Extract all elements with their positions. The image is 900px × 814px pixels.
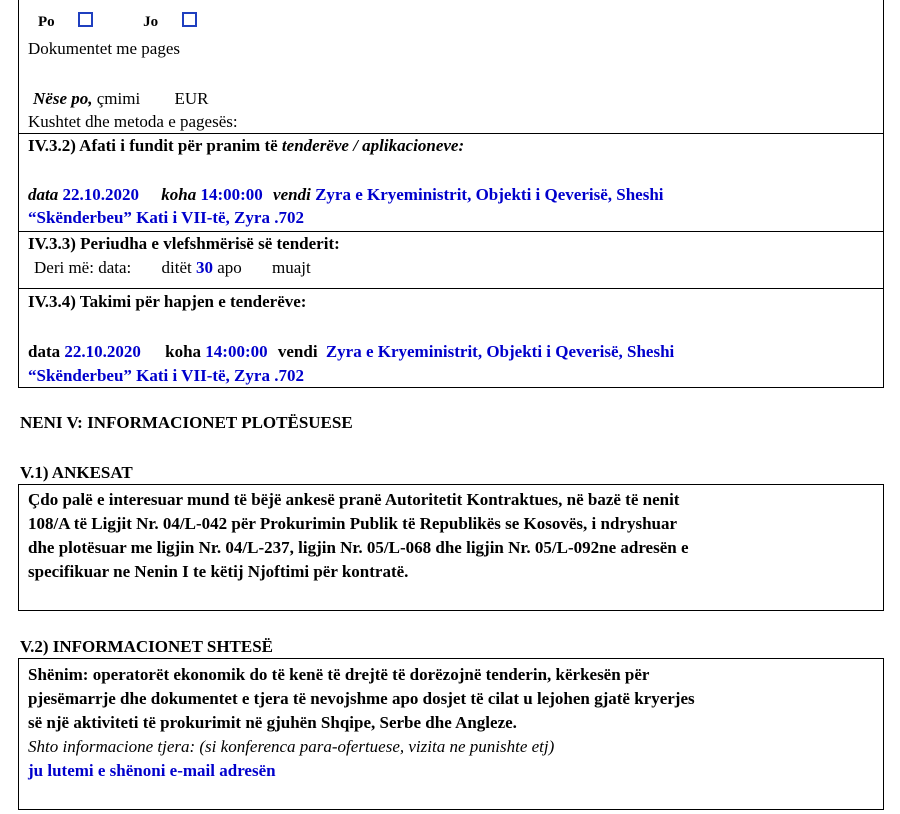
ditet-label: ditët: [161, 258, 192, 277]
shtese-line: pjesëmarrje dhe dokumentet e tjera të nevojshme apo dosjet të cilat u lejohen gjatë kryerjes: [28, 689, 695, 708]
opening-vendi-label: vendi: [277, 342, 318, 361]
po-checkbox[interactable]: [78, 12, 93, 27]
opening-date: 22.10.2020: [64, 342, 141, 361]
validity-days: 30: [195, 258, 213, 277]
opening-place-line2: “Skënderbeu” Kati i VII-të, Zyra .702: [28, 366, 304, 385]
deri-label: Deri më: data:: [34, 258, 132, 277]
opening-time: 14:00:00: [205, 342, 268, 361]
price-label: çmimi: [92, 89, 141, 108]
deadline-place-line2: “Skënderbeu” Kati i VII-të, Zyra .702: [28, 208, 304, 227]
deadline-heading: IV.3.2) Afati i fundit për pranim të: [28, 136, 282, 155]
conditions-label: Kushtet dhe metoda e pagesës:: [28, 112, 238, 131]
jo-checkbox[interactable]: [182, 12, 197, 27]
koha-label: koha: [161, 185, 197, 204]
apo-label: apo: [217, 258, 242, 277]
section-v-title: NENI V: INFORMACIONET PLOTËSUESE: [20, 413, 353, 432]
opening-place: Zyra e Kryeministrit, Objekti i Qeverisë, Sheshi: [325, 342, 675, 361]
ankesat-line: Çdo palë e interesuar mund të bëjë ankesë pranë Autoritetit Kontraktues, në bazë të nenit: [28, 490, 680, 509]
shtese-text: [28, 663, 878, 783]
divider: [18, 133, 884, 134]
other-info-label: Shto informacione tjera: (si konferenca para-ofertuese, vizita ne punishte etj): [28, 737, 555, 756]
email-prompt: ju lutemi e shënoni e-mail adresën: [28, 761, 276, 780]
nese-po-label: Nëse po,: [33, 89, 93, 108]
muajt-label: muajt: [272, 258, 311, 277]
shtese-heading: V.2) INFORMACIONET SHTESË: [20, 637, 274, 656]
ankesat-line: 108/A të Ligjit Nr. 04/L-042 për Prokurimin Publik të Republikës se Kosovës, i ndryshuar: [28, 514, 678, 533]
ankesat-line: specifikuar ne Nenin I te këtij Njoftimi për kontratë.: [28, 562, 409, 581]
deadline-place: Zyra e Kryeministrit, Objekti i Qeverisë, Sheshi: [315, 185, 664, 204]
divider: [18, 231, 884, 232]
deadline-date: 22.10.2020: [62, 185, 139, 204]
deadline-time: 14:00:00: [200, 185, 263, 204]
ankesat-heading: V.1) ANKESAT: [20, 463, 133, 482]
data-label: data: [28, 185, 59, 204]
shtese-line: së një aktiviteti të prokurimit në gjuhën Shqipe, Serbe dhe Angleze.: [28, 713, 517, 732]
deadline-heading-italic: tenderëve / aplikacioneve:: [281, 136, 465, 155]
opening-koha-label: koha: [165, 342, 202, 361]
docs-label: Dokumentet me pages: [28, 39, 181, 58]
validity-heading: IV.3.3) Periudha e vlefshmërisë së tenderit:: [28, 234, 340, 253]
currency-label: EUR: [174, 89, 209, 108]
po-label: Po: [38, 14, 55, 30]
ankesat-line: dhe plotësuar me ligjin Nr. 04/L-237, ligjin Nr. 05/L-068 dhe ligjin Nr. 05/L-092ne adresën e: [28, 538, 689, 557]
ankesat-text: [28, 488, 878, 584]
vendi-label: vendi: [273, 185, 311, 204]
shtese-line: Shënim: operatorët ekonomik do të kenë të drejtë të dorëzojnë tenderin, kërkesën për: [28, 665, 650, 684]
divider: [18, 288, 884, 289]
opening-data-label: data: [28, 342, 61, 361]
opening-heading: IV.3.4) Takimi për hapjen e tenderëve:: [28, 292, 307, 311]
jo-label: Jo: [143, 14, 159, 30]
